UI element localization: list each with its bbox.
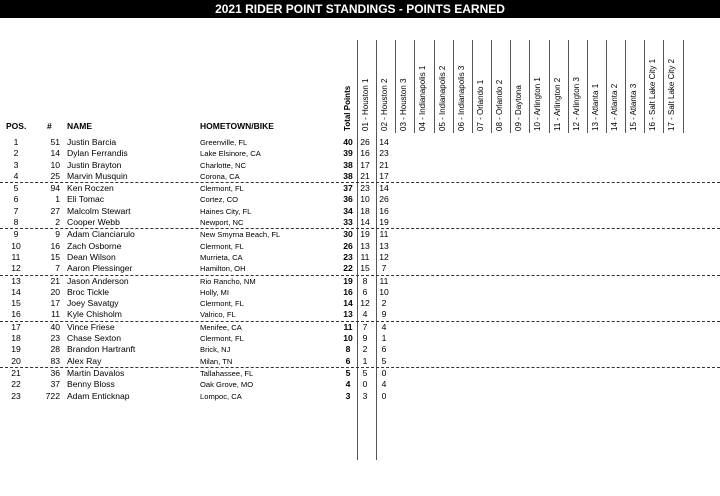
rider-hometown: Brick, NJ: [200, 345, 231, 355]
column-divider: [395, 40, 396, 133]
table-row: [0, 391, 720, 402]
round-2-points: 14: [379, 137, 389, 147]
rider-number: 83: [50, 355, 60, 366]
round-2-points: 4: [381, 321, 387, 332]
header-total-points: Total Points: [343, 85, 352, 131]
rider-number: 10: [50, 159, 60, 170]
column-divider: [663, 40, 664, 133]
table-row: [0, 333, 720, 344]
round-1-points: 12: [360, 298, 370, 309]
table-row: [0, 206, 720, 217]
round-header: 01 - Houston 1: [361, 78, 370, 131]
round-1-points: 3: [362, 390, 368, 401]
table-row: [0, 344, 720, 355]
round-2-points: 21: [379, 159, 389, 170]
rider-position: 21: [11, 367, 21, 378]
round-1-points: 15: [360, 263, 370, 274]
round-header: 04 - Indianapolis 1: [418, 65, 428, 131]
round-header: 14 - Atlanta 2: [609, 83, 619, 131]
rider-number: 1: [55, 194, 60, 205]
rider-hometown: Cortez, CO: [200, 195, 238, 205]
round-1-points: 13: [360, 240, 370, 251]
round-2-points: 2: [381, 298, 387, 309]
round-header: 12 - Arlington 3: [571, 77, 581, 131]
rider-position: 8: [13, 217, 19, 228]
column-divider: [625, 40, 626, 133]
round-header: 08 - Orlando 2: [495, 79, 505, 131]
rider-number: 9: [55, 229, 60, 240]
rider-position: 7: [13, 205, 19, 216]
column-divider: [453, 40, 454, 133]
rider-name: Marvin Musquin: [67, 170, 128, 181]
header-num: #: [47, 121, 52, 131]
rider-number: 23: [50, 333, 60, 344]
table-row: [0, 379, 720, 390]
rider-hometown: Newport, NC: [200, 218, 244, 228]
rider-position: 16: [11, 309, 21, 320]
rider-total-points: 37: [343, 183, 353, 194]
rider-number: 15: [50, 251, 60, 262]
round-2-points: 0: [381, 390, 387, 401]
table-row: [0, 263, 720, 275]
round-1-points: 19: [360, 229, 370, 240]
rider-number: 25: [50, 170, 60, 181]
round-2-points: 16: [379, 205, 389, 216]
rider-number: 40: [50, 321, 60, 332]
rider-total-points: 14: [343, 298, 353, 309]
column-divider: [472, 40, 473, 133]
rider-number: 16: [50, 240, 60, 251]
rider-name: Aaron Plessinger: [67, 263, 133, 274]
rider-hometown: Hamilton, OH: [200, 264, 246, 274]
rider-position: 5: [13, 183, 19, 194]
rider-name: Alex Ray: [67, 355, 102, 366]
column-divider: [414, 40, 415, 133]
round-1-points: 21: [360, 170, 370, 181]
rider-hometown: Clermont, FL: [200, 184, 244, 194]
rider-number: 27: [50, 205, 60, 216]
round-1-points: 18: [360, 205, 370, 216]
round-2-points: 23: [379, 148, 389, 159]
rider-position: 14: [11, 286, 21, 297]
table-row: [0, 298, 720, 309]
round-1-points: 11: [360, 251, 370, 262]
rider-hometown: Haines City, FL: [200, 206, 252, 216]
round-1-points: 9: [362, 333, 368, 344]
rider-position: 3: [13, 159, 19, 170]
table-row: [0, 217, 720, 229]
rider-total-points: 11: [343, 321, 353, 332]
column-divider: [683, 40, 684, 133]
rider-number: 20: [50, 286, 60, 297]
header-hometown: HOMETOWN/BIKE: [200, 121, 274, 131]
column-divider: [549, 40, 550, 133]
rider-hometown: Clermont, FL: [200, 299, 244, 309]
rider-total-points: 38: [343, 159, 353, 170]
round-2-points: 1: [381, 333, 387, 344]
round-header: 02 - Houston 2: [380, 78, 390, 131]
rider-total-points: 8: [345, 344, 351, 355]
rider-number: 37: [50, 379, 60, 390]
rider-number: 17: [50, 298, 60, 309]
rider-total-points: 16: [343, 286, 353, 297]
standings-table: [0, 137, 720, 402]
rider-position: 10: [11, 240, 21, 251]
round-2-points: 11: [379, 275, 389, 286]
table-row: [0, 287, 720, 298]
rider-number: 722: [45, 390, 60, 401]
table-row: [0, 241, 720, 252]
rider-total-points: 38: [343, 170, 353, 181]
rider-total-points: 34: [343, 205, 353, 216]
rider-hometown: Clermont, FL: [200, 334, 244, 344]
rider-hometown: Oak Grove, MO: [200, 380, 254, 390]
round-header: 05 - Indianapolis 2: [437, 65, 447, 131]
rider-name: Martin Davalos: [67, 367, 125, 378]
round-2-points: 11: [379, 229, 389, 240]
rider-hometown: Holly, MI: [200, 287, 229, 297]
table-row: [0, 309, 720, 321]
round-1-points: 7: [362, 321, 368, 332]
rider-number: 7: [55, 263, 60, 274]
round-header: 03 - Houston 3: [399, 78, 409, 131]
round-1-points: 14: [360, 217, 370, 228]
round-1-points: 4: [362, 309, 368, 320]
column-divider: [434, 40, 435, 133]
rider-position: 23: [11, 390, 21, 401]
round-header: 07 - Orlando 1: [475, 79, 485, 131]
round-header: 17 - Salt Lake City 2: [667, 58, 677, 131]
rider-hometown: Valrico, FL: [200, 310, 236, 320]
rider-name: Malcolm Stewart: [67, 205, 131, 216]
round-2-points: 13: [379, 240, 389, 251]
rider-name: Justin Barcia: [67, 137, 117, 147]
rider-total-points: 5: [345, 367, 351, 378]
rider-total-points: 40: [343, 137, 353, 147]
round-header: 11 - Arlington 2: [552, 77, 562, 131]
rider-name: Adam Enticknap: [67, 390, 130, 401]
rider-name: Jason Anderson: [67, 275, 129, 286]
rider-name: Adam Cianciarulo: [67, 229, 135, 240]
round-2-points: 0: [381, 367, 387, 378]
table-row: [0, 276, 720, 287]
rider-name: Benny Bloss: [67, 379, 115, 390]
rider-position: 1: [13, 137, 19, 147]
rider-total-points: 19: [343, 275, 353, 286]
rider-name: Cooper Webb: [67, 217, 120, 228]
column-divider: [587, 40, 588, 133]
rider-hometown: Corona, CA: [200, 171, 240, 181]
table-row: [0, 171, 720, 183]
rider-name: Dylan Ferrandis: [67, 148, 128, 159]
rider-position: 20: [11, 355, 21, 366]
column-divider: [644, 40, 645, 133]
rider-position: 9: [13, 229, 19, 240]
rider-name: Dean Wilson: [67, 251, 116, 262]
round-1-points: 17: [360, 159, 370, 170]
rider-total-points: 22: [343, 263, 353, 274]
rider-position: 6: [13, 194, 19, 205]
round-header: 09 - Daytona: [514, 85, 524, 131]
round-header: 16 - Salt Lake City 1: [648, 58, 658, 131]
round-2-points: 12: [379, 251, 389, 262]
rider-total-points: 3: [345, 390, 351, 401]
column-divider: [606, 40, 607, 133]
round-1-points: 5: [362, 367, 368, 378]
rider-hometown: Lake Elsinore, CA: [200, 149, 261, 159]
rider-hometown: Tallahassee, FL: [200, 368, 254, 378]
round-header: 10 - Arlington 1: [533, 77, 543, 131]
round-2-points: 5: [381, 355, 387, 366]
column-divider: [568, 40, 569, 133]
rider-total-points: 30: [343, 229, 353, 240]
table-row: [0, 183, 720, 194]
rider-hometown: Clermont, FL: [200, 241, 244, 251]
rider-position: 13: [11, 275, 21, 286]
round-2-points: 26: [379, 194, 389, 205]
round-1-points: 8: [362, 275, 368, 286]
table-row: [0, 229, 720, 240]
table-row: [0, 322, 720, 333]
header-pos: POS.: [6, 121, 27, 131]
rider-hometown: Milan, TN: [200, 356, 233, 366]
round-1-points: 23: [360, 183, 370, 194]
rider-number: 11: [51, 309, 60, 320]
table-row: [0, 194, 720, 205]
column-divider: [491, 40, 492, 133]
table-row: [0, 160, 720, 171]
rider-number: 51: [50, 137, 60, 147]
rider-position: 4: [13, 170, 19, 181]
rider-total-points: 6: [345, 355, 351, 366]
round-1-points: 6: [362, 286, 368, 297]
rider-number: 21: [50, 275, 60, 286]
round-2-points: 6: [381, 344, 387, 355]
round-2-points: 7: [381, 263, 387, 274]
rider-number: 28: [50, 344, 60, 355]
round-2-points: 4: [381, 379, 387, 390]
rider-name: Kyle Chisholm: [67, 309, 122, 320]
rider-name: Vince Friese: [67, 321, 115, 332]
rider-hometown: Rio Rancho, NM: [200, 276, 256, 286]
round-2-points: 14: [379, 183, 389, 194]
round-2-points: 10: [379, 286, 389, 297]
rider-hometown: Greenville, FL: [200, 138, 248, 147]
rider-total-points: 4: [345, 379, 351, 390]
rider-number: 2: [55, 217, 60, 228]
rider-hometown: Lompoc, CA: [200, 391, 242, 401]
round-header: 06 - Indianapolis 3: [456, 65, 466, 131]
rider-name: Chase Sexton: [67, 333, 121, 344]
rider-total-points: 26: [343, 240, 353, 251]
round-header: 13 - Atlanta 1: [590, 83, 600, 131]
table-row: [0, 137, 720, 148]
rider-total-points: 13: [343, 309, 353, 320]
rider-position: 18: [11, 333, 21, 344]
round-1-points: 26: [360, 137, 370, 147]
rider-position: 15: [11, 298, 21, 309]
rider-name: Brandon Hartranft: [67, 344, 136, 355]
rider-total-points: 36: [343, 194, 353, 205]
round-1-points: 0: [362, 379, 368, 390]
header-name: NAME: [67, 121, 93, 131]
rider-total-points: 23: [343, 251, 353, 262]
rider-position: 12: [11, 263, 21, 274]
round-1-points: 2: [362, 344, 368, 355]
column-divider: [529, 40, 530, 133]
rider-number: 94: [50, 183, 60, 194]
rider-position: 11: [11, 251, 21, 262]
rider-hometown: New Smyrna Beach, FL: [200, 230, 281, 240]
round-2-points: 17: [379, 170, 389, 181]
rider-position: 22: [11, 379, 21, 390]
rider-hometown: Murrieta, CA: [200, 252, 243, 262]
table-row: [0, 148, 720, 159]
round-2-points: 9: [381, 309, 387, 320]
rider-name: Eli Tomac: [67, 194, 105, 205]
table-row: [0, 356, 720, 368]
table-row: [0, 368, 720, 379]
round-1-points: 1: [362, 355, 368, 366]
round-1-points: 10: [360, 194, 370, 205]
round-1-points: 16: [360, 148, 370, 159]
rider-name: Broc Tickle: [67, 286, 110, 297]
rider-number: 36: [50, 367, 60, 378]
round-2-points: 19: [379, 217, 389, 228]
table-row: [0, 252, 720, 263]
column-divider: [510, 40, 511, 133]
rider-total-points: 33: [343, 217, 353, 228]
rider-position: 2: [13, 148, 19, 159]
rider-number: 14: [50, 148, 60, 159]
rider-name: Zach Osborne: [67, 240, 122, 251]
rider-name: Ken Roczen: [67, 183, 114, 194]
rider-total-points: 10: [343, 333, 353, 344]
rider-hometown: Charlotte, NC: [200, 160, 247, 170]
round-header: 15 - Atlanta 3: [629, 83, 639, 131]
rider-name: Joey Savatgy: [67, 298, 119, 309]
rider-position: 19: [11, 344, 21, 355]
standings-banner: 2021 RIDER POINT STANDINGS - POINTS EARNED: [0, 0, 720, 18]
rider-hometown: Menifee, CA: [200, 322, 242, 332]
rider-position: 17: [11, 321, 21, 332]
rider-total-points: 39: [343, 148, 353, 159]
rider-name: Justin Brayton: [67, 159, 122, 170]
